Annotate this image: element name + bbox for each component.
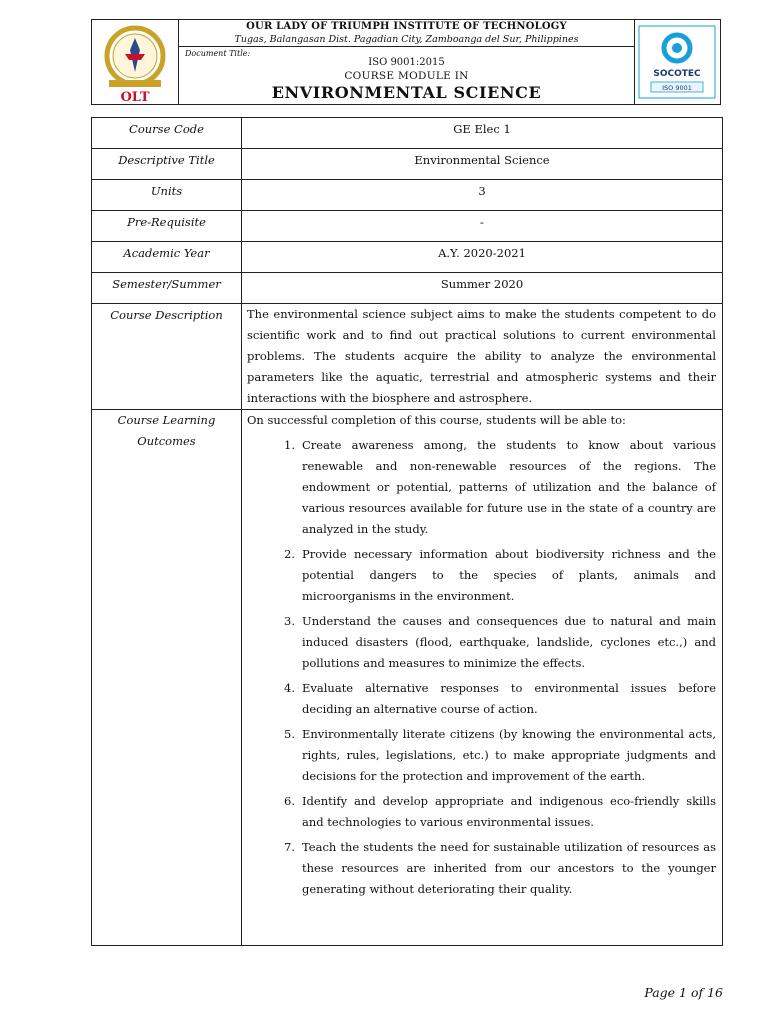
list-item-number: 7. xyxy=(284,840,295,854)
units-value: 3 xyxy=(242,180,723,211)
list-item-number: 6. xyxy=(284,794,295,808)
list-item-number: 2. xyxy=(284,547,295,561)
learning-outcomes-intro: On successful completion of this course, students will be able to: xyxy=(247,413,626,427)
list-item-text: Identify and develop appropriate and indigenous eco-friendly skills and technologies to various environmental issues. xyxy=(302,794,716,829)
list-item-text: Evaluate alternative responses to environmental issues before deciding an alternative course of action. xyxy=(302,681,716,716)
svg-text:ISO 9001: ISO 9001 xyxy=(662,84,692,92)
list-item-text: Environmentally literate citizens (by knowing the environmental acts, rights, rules, legislations, etc.) to make appropriate judgments and decisions for the protection and improvement of the earth. xyxy=(302,727,716,783)
prerequisite-value: - xyxy=(242,211,723,242)
table-row xyxy=(92,118,723,149)
list-item xyxy=(247,791,716,833)
table-row xyxy=(92,410,723,946)
prerequisite-label: Pre-Requisite xyxy=(92,211,242,242)
academic-year-label: Academic Year xyxy=(92,242,242,273)
course-info-table xyxy=(91,117,723,946)
list-item xyxy=(247,678,716,720)
course-description-label: Course Description xyxy=(92,304,242,410)
page-number: Page 1 of 16 xyxy=(644,985,723,1000)
list-item xyxy=(247,544,716,607)
document-header xyxy=(91,19,721,105)
table-row xyxy=(92,211,723,242)
semester-label: Semester/Summer xyxy=(92,273,242,304)
subject-title: ENVIRONMENTAL SCIENCE xyxy=(271,83,542,102)
institution-logo-icon xyxy=(92,20,178,104)
svg-text:SOCOTEC: SOCOTEC xyxy=(653,69,701,79)
svg-text:OLT: OLT xyxy=(120,90,150,104)
list-item xyxy=(247,611,716,674)
learning-outcomes-list xyxy=(247,435,716,900)
header-title-block xyxy=(179,20,634,104)
institution-name: OUR LADY OF TRIUMPH INSTITUTE OF TECHNOLOGY xyxy=(246,21,567,32)
list-item xyxy=(247,724,716,787)
iso-standard: ISO 9001:2015 xyxy=(368,57,445,68)
list-item xyxy=(247,837,716,900)
list-item-number: 4. xyxy=(284,681,295,695)
socotec-logo-icon xyxy=(635,20,719,104)
document-title-label: Document Title: xyxy=(185,49,251,58)
list-item-number: 1. xyxy=(284,438,295,452)
table-row xyxy=(92,304,723,410)
table-row xyxy=(92,180,723,211)
list-item-text: Create awareness among, the students to know about various renewable and non-renewable resources of the regions. The endowment or potential, patterns of utilization and the balance of various resources available for future use in the state of a country are analyzed in the study. xyxy=(302,438,716,536)
certification-logo-cell xyxy=(634,20,720,104)
learning-outcomes-label: Course Learning Outcomes xyxy=(92,410,242,946)
list-item-text: Provide necessary information about biodiversity richness and the potential dangers to the species of plants, animals and microorganisms in the environment. xyxy=(302,547,716,603)
units-label: Units xyxy=(92,180,242,211)
list-item-text: Teach the students the need for sustainable utilization of resources as these resources are inherited from our ancestors to the younger generating without deteriorating their quality. xyxy=(302,840,716,896)
list-item-number: 5. xyxy=(284,727,295,741)
institution-address: Tugas, Balangasan Dist. Pagadian City, Zamboanga del Sur, Philippines xyxy=(179,33,634,47)
course-code-label: Course Code xyxy=(92,118,242,149)
learning-outcomes-cell xyxy=(242,410,723,946)
list-item xyxy=(247,435,716,540)
course-code-value: GE Elec 1 xyxy=(242,118,723,149)
descriptive-title-label: Descriptive Title xyxy=(92,149,242,180)
course-description-text: The environmental science subject aims to make the students competent to do scientific work and to find out practical solutions to current environmental problems. The students acquire the ability to analyze the environmental parameters like the aquatic, terrestrial and atmospheric systems and their interactions with the biosphere and astrosphere. xyxy=(242,304,723,410)
table-row xyxy=(92,149,723,180)
semester-value: Summer 2020 xyxy=(242,273,723,304)
table-row xyxy=(92,242,723,273)
list-item-text: Understand the causes and consequences due to natural and main induced disasters (flood, earthquake, landslide, cyclones etc.,) and pollutions and measures to minimize the effects. xyxy=(302,614,716,670)
list-item-number: 3. xyxy=(284,614,295,628)
table-row xyxy=(92,273,723,304)
academic-year-value: A.Y. 2020-2021 xyxy=(242,242,723,273)
institution-logo-cell xyxy=(92,20,179,104)
descriptive-title-value: Environmental Science xyxy=(242,149,723,180)
module-heading: COURSE MODULE IN xyxy=(344,70,469,82)
